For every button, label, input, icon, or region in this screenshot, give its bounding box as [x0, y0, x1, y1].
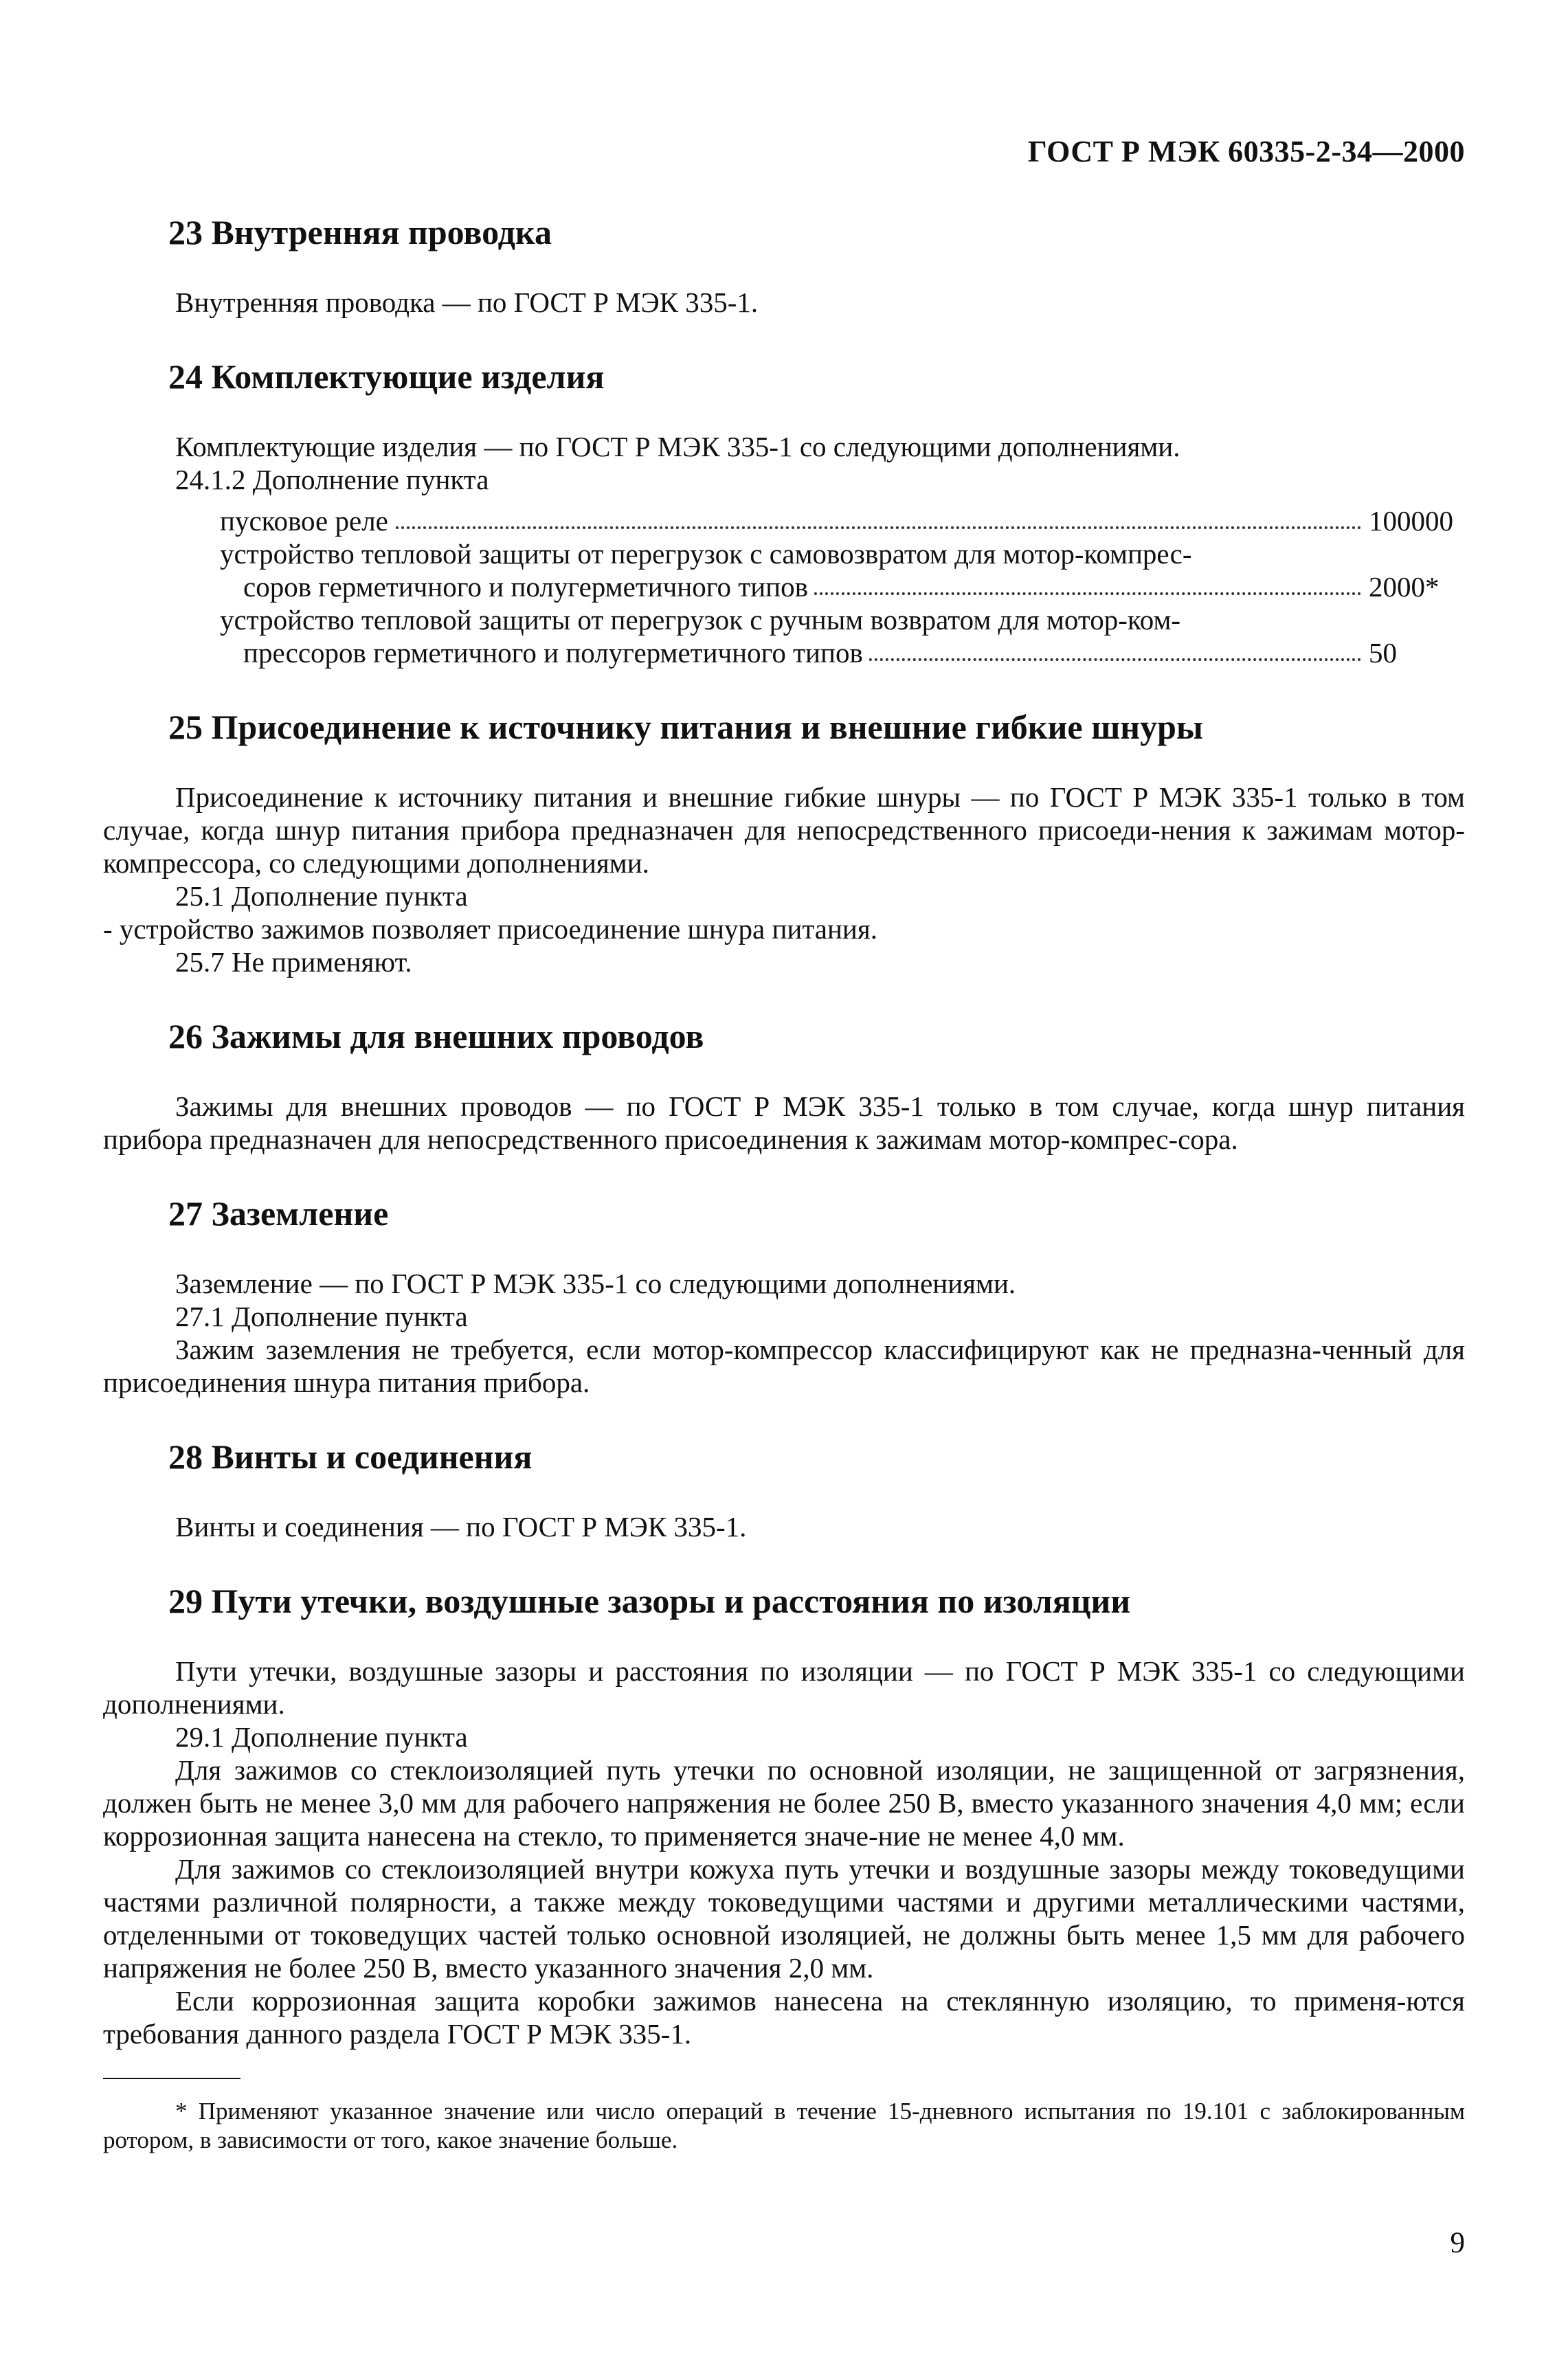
section-29-title: 29 Пути утечки, воздушные зазоры и расстояния по изоляции: [168, 1582, 1131, 1620]
section-25-item: - устройство зажимов позволяет присоединение шнура питания.: [103, 913, 877, 945]
section-29-para-2: Для зажимов со стеклоизоляцией внутри кожуха путь утечки и воздушные зазоры между токоведущими частями различной полярности, а также между токоведущими частями и другими металлическими частями, отделенными от токоведущих частей только основной изоляцией, не должны быть менее 1,5 мм для рабочего напряжения не более 250 В, вместо указанного значения 2,0 мм.: [103, 1853, 1465, 1984]
leader-row-3-value: 50: [1363, 636, 1465, 669]
leader-row-2-value: 2000*: [1363, 570, 1465, 603]
section-25-clause-2: 25.7 Не применяют.: [175, 946, 412, 978]
section-26-title: 26 Зажимы для внешних проводов: [168, 1017, 704, 1055]
leader-row-1-label: пусковое реле: [220, 505, 394, 537]
leader-row-3: [220, 603, 1465, 669]
standard-header: ГОСТ Р МЭК 60335-2-34—2000: [1027, 135, 1465, 168]
section-28-text: Винты и соединения — по ГОСТ Р МЭК 335-1.: [175, 1511, 747, 1543]
section-27-requirement: Зажим заземления не требуется, если мотор-компрессор классифицируют как не предназна-ченный для присоединения шнура питания прибора.: [103, 1334, 1465, 1398]
section-24-text: Комплектующие изделия — по ГОСТ Р МЭК 335-1 со следующими дополнениями.: [175, 431, 1180, 462]
section-24-title: 24 Комплектующие изделия: [168, 357, 605, 396]
section-25-text: Присоединение к источнику питания и внешние гибкие шнуры — по ГОСТ Р МЭК 335-1 только в том случае, когда шнур питания прибора предназначен для непосредственного присоеди-нения к зажимам мотор-компрессора, со следующими дополнениями.: [103, 781, 1465, 879]
section-23-title: 23 Внутренняя проводка: [168, 213, 552, 251]
leader-row-2-label-line2: соров герметичного и полугерметичного типов: [243, 571, 814, 603]
section-29-text: Пути утечки, воздушные зазоры и расстояния по изоляции — по ГОСТ Р МЭК 335-1 со следующими дополнениями.: [103, 1655, 1465, 1720]
leader-row-3-label-line1: устройство тепловой защиты от перегрузок с ручным возвратом для мотор-ком-: [220, 604, 1181, 636]
page-number: 9: [1450, 2227, 1465, 2259]
section-29-para-3: Если коррозионная защита коробки зажимов нанесена на стеклянную изоляцию, то применя-ются требования данного раздела ГОСТ Р МЭК 335-1.: [103, 1985, 1465, 2050]
section-25-clause: 25.1 Дополнение пункта: [175, 880, 468, 912]
section-27-clause: 27.1 Дополнение пункта: [175, 1301, 468, 1332]
section-28-title: 28 Винты и соединения: [168, 1437, 533, 1476]
section-29-clause: 29.1 Дополнение пункта: [175, 1721, 468, 1753]
section-27-title: 27 Заземление: [168, 1194, 389, 1233]
section-25-title: 25 Присоединение к источнику питания и внешние гибкие шнуры: [168, 708, 1203, 746]
leader-row-2-label-line1: устройство тепловой защиты от перегрузок с самовозвратом для мотор-компрес-: [220, 538, 1192, 570]
page-content: [103, 213, 1465, 2155]
section-29-para-1: Для зажимов со стеклоизоляцией путь утечки по основной изоляции, не защищенной от загрязнения, должен быть не менее 3,0 мм для рабочего напряжения не более 250 В, вместо указанного значения 4,0 мм; если коррозионная защита нанесена на стекло, то применяется значе-ние не менее 4,0 мм.: [103, 1754, 1465, 1852]
section-26-text: Зажимы для внешних проводов — по ГОСТ Р МЭК 335-1 только в том случае, когда шнур питания прибора предназначен для непосредственного присоединения к зажимам мотор-компрес-сора.: [103, 1090, 1465, 1155]
section-27-text: Заземление — по ГОСТ Р МЭК 335-1 со следующими дополнениями.: [175, 1268, 1016, 1299]
leader-row-1-value: 100000: [1363, 504, 1465, 537]
leader-row-2: [220, 537, 1465, 603]
section-24-clause: 24.1.2 Дополнение пункта: [175, 464, 489, 495]
footnote-divider: [103, 2078, 240, 2079]
leader-row-3-label-line2: прессоров герметичного и полугерметичного типов: [243, 637, 869, 669]
section-23-text: Внутренняя проводка — по ГОСТ Р МЭК 335-1.: [175, 287, 759, 318]
footnote: * Применяют указанное значение или число операций в течение 15-дневного испытания по 19.101 с заблокированным ротором, в зависимости от того, какое значение больше.: [103, 2098, 1465, 2153]
leader-row-1: [220, 504, 1465, 537]
